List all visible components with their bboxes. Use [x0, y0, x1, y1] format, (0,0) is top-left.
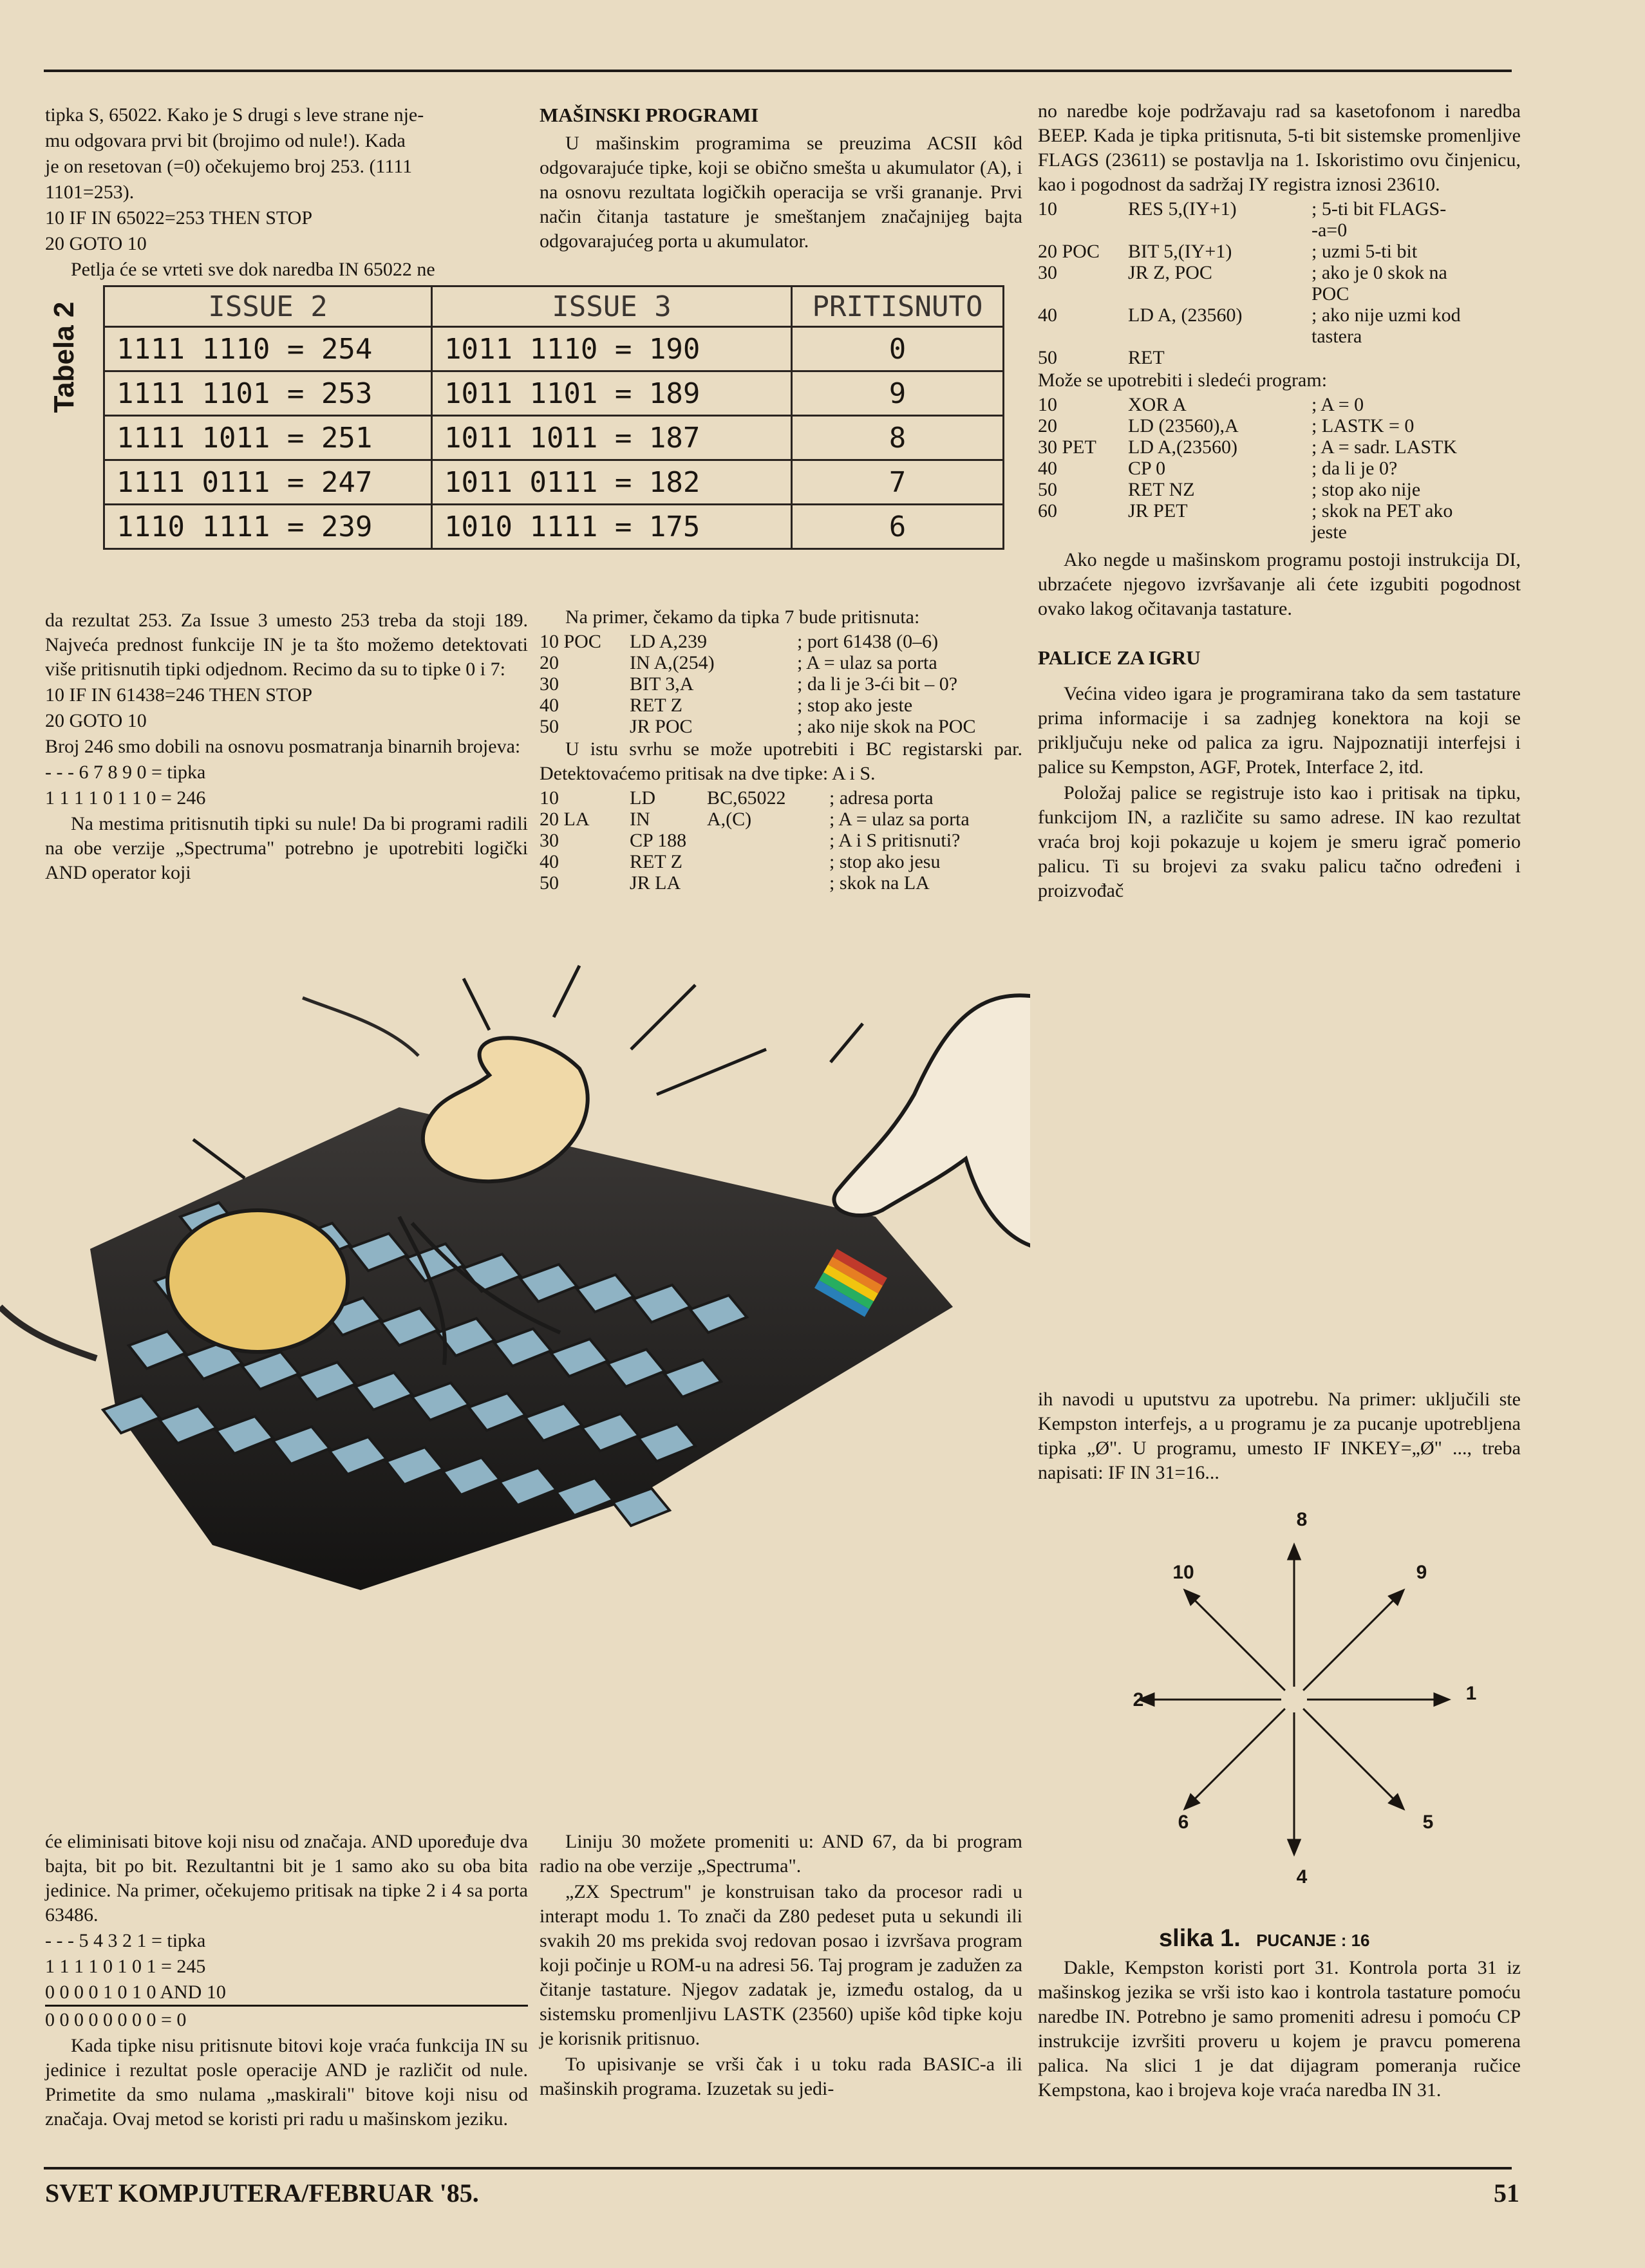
paragraph: Ako negde u mašinskom programu postoji instrukcija DI, ubrzaćete njegovo izvršavanje ali ćete izgubiti pogodnost ovako lakog očitavanja tastature. — [1038, 549, 1521, 619]
code-cell: ; A i S pritisnuti? — [829, 830, 961, 851]
direction-label-5: 5 — [1422, 1812, 1434, 1833]
code-cell: JR POC — [630, 716, 693, 737]
code-cell: 30 — [540, 673, 559, 695]
code-listing-key7 — [540, 631, 1016, 737]
direction-arrow — [1185, 1590, 1285, 1691]
code-cell: BC,65022 — [707, 787, 786, 809]
code-cell: ; stop ako jeste — [797, 695, 913, 716]
text-line: je on resetovan (=0) očekujemo broj 253. (1111 — [45, 156, 413, 177]
column-3-top — [1038, 99, 1521, 904]
code-cell: LD — [630, 787, 655, 809]
text-line: Petlja će se vrteti sve dok naredba IN 65022 ne — [71, 259, 435, 280]
text-line: tipka S, 65022. Kako je S drugi s leve strane nje- — [45, 104, 424, 126]
text-line: 1101=253). — [45, 182, 135, 203]
code-cell: CP 188 — [630, 830, 687, 851]
paragraph: ih navodi u uputstvu za upotrebu. Na primer: uključili ste Kempston interfejs, a u programu je za pucanje upotrebljena tipka „Ø". U programu, umesto IF INKEY=„Ø" ..., treba napisati: IF IN 31=16... — [1038, 1389, 1521, 1483]
code-cell: XOR A — [1128, 394, 1187, 415]
code-cell: ; A = 0 — [1311, 394, 1364, 415]
code-cell: ; A = ulaz sa porta — [797, 652, 937, 673]
footer-magazine: SVET KOMPJUTERA/FEBRUAR '85. — [45, 2179, 479, 2207]
bit-line: 0 0 0 0 1 0 1 0 AND 10 — [45, 1980, 528, 2007]
code-cell — [1038, 326, 1128, 347]
bit-line: 1 1 1 1 0 1 1 0 = 246 — [45, 787, 206, 809]
paragraph: To upisivanje se vrši čak i u toku rada BASIC-a ili mašinskih programa. Izuzetak su jedi- — [540, 2054, 1022, 2099]
code-row — [1038, 394, 1514, 415]
table-cell: 1111 1110 = 254 — [104, 327, 432, 371]
code-row — [1038, 436, 1514, 458]
bit-line: 1 1 1 1 0 1 0 1 = 245 — [45, 1956, 206, 1977]
table-header-row — [104, 286, 1004, 327]
code-row — [540, 809, 1016, 830]
code-row — [1038, 241, 1514, 262]
code-cell: 20 POC — [1038, 241, 1100, 262]
code-cell: RET — [1128, 347, 1165, 368]
bit-line: - - - 5 4 3 2 1 = tipka — [45, 1930, 206, 1951]
column-2-top — [540, 103, 1022, 255]
code-cell: ; ako nije uzmi kod — [1311, 305, 1461, 326]
code-cell: ; skok na PET ako — [1311, 500, 1453, 521]
code-cell: tastera — [1311, 326, 1362, 347]
code-cell: ; A = ulaz sa porta — [829, 809, 970, 830]
code-cell: ; adresa porta — [829, 787, 934, 809]
table-cell: 1011 1011 = 187 — [432, 416, 792, 460]
code-cell — [1038, 283, 1128, 305]
code-cell: ; 5-ti bit FLAGS- — [1311, 198, 1447, 220]
paragraph: Kada tipke nisu pritisnute bitovi koje vraća funkcija IN su jedinice i rezultat posle operacije AND je različit od nule. Primetite da smo nulama „maskirali" bitove koji nisu od značaja. Ovaj metod se koristi pri radu u mašinskom jeziku. — [45, 2035, 528, 2130]
paragraph: Na mestima pritisnutih tipki su nule! Da bi programi radili na obe verzije „Spectruma" potrebno je upotrebiti logički AND operator koji — [45, 813, 528, 883]
paragraph: Položaj palice se registruje isto kao i pritisak na tipku, funkcijom IN, a različite su samo adrese. IN kao rezultat vraća broj koji pokazuje u kojem je smeru igrač pomerio palicu. Ti su brojevi za svaku palicu tačno određeni i proizvođač — [1038, 782, 1521, 901]
direction-arrow — [1185, 1709, 1285, 1809]
code-cell — [707, 872, 829, 894]
code-cell: 10 — [540, 787, 559, 809]
code-cell: 40 — [1038, 458, 1057, 479]
code-cell — [1128, 326, 1311, 347]
code-cell: 50 — [540, 716, 559, 737]
code-cell: LD (23560),A — [1128, 415, 1239, 436]
table-label — [45, 283, 84, 431]
column-3-mid — [1038, 1387, 1521, 1486]
table-cell: 1111 1101 = 253 — [104, 371, 432, 416]
table-cell: 1011 0111 = 182 — [432, 460, 792, 505]
code-cell: BIT 5,(IY+1) — [1128, 241, 1232, 262]
code-cell — [1311, 347, 1514, 368]
code-row — [1038, 305, 1514, 326]
figure-caption — [1159, 1925, 1370, 1953]
code-cell: IN A,(254) — [630, 652, 715, 673]
code-cell: LD A,(23560) — [1128, 436, 1237, 458]
direction-arrow — [1303, 1709, 1404, 1809]
direction-label-8: 8 — [1296, 1509, 1308, 1530]
figure-caption-sub: PUCANJE : 16 — [1256, 1931, 1370, 1950]
paragraph: će eliminisati bitove koji nisu od značaja. AND upoređuje dva bajta, bit po bit. Rezultantni bit je 1 samo ako su oba bita jedinice. Na primer, očekujemo pritisak na tipke 2 i 4 sa porta 63486. — [45, 1831, 528, 1926]
code-row — [1038, 458, 1514, 479]
table-cell: 7 — [792, 460, 1004, 505]
section-heading: MAŠINSKI PROGRAMI — [540, 104, 759, 126]
paragraph: U mašinskim programima se preuzima ACSII kôd odgovarajuće tipke, koji se obično smešta u akumulator (A), i na osnovu rezultata logičkih operacija se vrši grananje. Prvi način čitanja tastature je smeštanjem značajnijeg bajta odgovarajućeg porta u akumulator. — [540, 133, 1022, 252]
paragraph: Većina video igara je programirana tako da sem tastature prima informacije i sa zadnjeg konektora na koji se priključuju neke od palica za igru. Najpoznatiji interfejsi i palice su Kempston, AGF, Protek, Interface 2, itd. — [1038, 683, 1521, 778]
table-row — [104, 416, 1004, 460]
code-cell: JR Z, POC — [1128, 262, 1212, 283]
table-cell: 1011 1101 = 189 — [432, 371, 792, 416]
code-cell: 40 — [540, 851, 559, 872]
paragraph: Broj 246 smo dobili na osnovu posmatranja binarnih brojeva: — [45, 736, 521, 757]
keyboard-illustration — [0, 946, 1030, 1635]
code-cell: 10 — [1038, 198, 1057, 220]
column-3-bottom — [1038, 1956, 1521, 2104]
top-rule — [44, 70, 1512, 72]
code-cell: ; stop ako nije — [1311, 479, 1421, 500]
table-row — [104, 327, 1004, 371]
code-line: 10 IF IN 65022=253 THEN STOP — [45, 207, 313, 229]
table-cell: 1111 1011 = 251 — [104, 416, 432, 460]
direction-label-6: 6 — [1178, 1812, 1189, 1833]
code-cell: -a=0 — [1311, 220, 1348, 241]
bottom-rule — [44, 2167, 1512, 2170]
code-row — [1038, 415, 1514, 436]
code-cell: RET NZ — [1128, 479, 1195, 500]
code-row — [1038, 347, 1514, 368]
code-cell — [1038, 521, 1128, 543]
issue-table — [103, 285, 1004, 550]
code-cell — [1128, 521, 1311, 543]
code-row — [1038, 198, 1514, 220]
bit-line: 0 0 0 0 0 0 0 0 = 0 — [45, 2009, 187, 2030]
direction-label-1: 1 — [1465, 1683, 1477, 1704]
arrow-head — [1288, 1840, 1300, 1854]
code-cell: POC — [1311, 283, 1349, 305]
code-cell: ; port 61438 (0–6) — [797, 631, 939, 652]
paragraph: no naredbe koje podržavaju rad sa kasetofonom i naredba BEEP. Kada je tipka pritisnuta, 5-ti bit sistemske promenljive FLAGS (23611) se postavlja na 1. Iskoristimo ovu činjenicu, kao i pogodnost da sadržaj IY registra iznosi 23610. — [1038, 100, 1521, 195]
code-cell: BIT 3,A — [630, 673, 694, 695]
code-cell: 50 — [1038, 479, 1057, 500]
bit-line: - - - 6 7 8 9 0 = tipka — [45, 762, 206, 783]
table-cell: 1010 1111 = 175 — [432, 505, 792, 549]
column-header: PRITISNUTO — [792, 286, 1004, 327]
code-row — [1038, 262, 1514, 283]
code-cell: 40 — [540, 695, 559, 716]
direction-label-9: 9 — [1416, 1562, 1427, 1583]
code-row — [1038, 326, 1514, 347]
code-row — [1038, 521, 1514, 543]
code-row — [540, 872, 1016, 894]
code-row — [1038, 479, 1514, 500]
column-1-mid — [45, 608, 528, 886]
arrow-head — [1288, 1545, 1300, 1559]
paragraph: Može se upotrebiti i sledeći program: — [1038, 370, 1328, 391]
code-cell: ; ako je 0 skok na — [1311, 262, 1447, 283]
lower-left-hand — [167, 1210, 348, 1352]
joystick-direction-diagram — [1107, 1506, 1481, 1893]
paragraph: U istu svrhu se može upotrebiti i BC registarski par. Detektovaćemo pritisak na dve tipke: A i S. — [540, 738, 1022, 784]
code-row — [540, 673, 1016, 695]
code-cell: JR PET — [1128, 500, 1188, 521]
code-cell: RET Z — [630, 851, 682, 872]
table-cell: 8 — [792, 416, 1004, 460]
code-row — [540, 652, 1016, 673]
code-line: 20 GOTO 10 — [45, 710, 147, 731]
code-row — [1038, 500, 1514, 521]
code-cell: CP 0 — [1128, 458, 1166, 479]
column-2-mid — [540, 605, 1022, 894]
paragraph: „ZX Spectrum" je konstruisan tako da procesor radi u interapt modu 1. To znači da Z80 pedeset puta u sekundi ili svakih 20 ms prekida svoj redovan posao i izvršava program koji počinje u ROM-u na adresi 56. Taj program je zadužen za čitanje tastature. Njegov zadatak je, između ostalog, da u sistemsku promenljivu LASTK (23560) upiše kôd tipke koju je korisnik pritisnuo. — [540, 1881, 1022, 2049]
code-cell: ; da li je 3-ći bit – 0? — [797, 673, 958, 695]
direction-label-2: 2 — [1133, 1689, 1144, 1710]
code-cell — [1038, 220, 1128, 241]
table-row — [104, 460, 1004, 505]
table-row — [104, 371, 1004, 416]
paragraph: Na primer, čekamo da tipka 7 bude pritisnuta: — [565, 606, 920, 628]
column-2-bottom — [540, 1830, 1022, 2103]
table-cell: 1110 1111 = 239 — [104, 505, 432, 549]
direction-label-4: 4 — [1296, 1866, 1308, 1888]
table-cell: 0 — [792, 327, 1004, 371]
column-1-bottom — [45, 1830, 528, 2133]
table-label-text: Tabela 2 — [48, 301, 80, 413]
column-1-top — [45, 103, 528, 283]
figure-caption-title: slika 1. — [1159, 1925, 1241, 1952]
code-cell: A,(C) — [707, 809, 752, 830]
code-cell: jeste — [1311, 521, 1347, 543]
paragraph: Liniju 30 možete promeniti u: AND 67, da bi program radio na obe verzije „Spectruma". — [540, 1831, 1022, 1877]
code-line: 10 IF IN 61438=246 THEN STOP — [45, 684, 313, 706]
code-cell: JR LA — [630, 872, 681, 894]
code-cell: 60 — [1038, 500, 1057, 521]
code-cell: 20 — [1038, 415, 1057, 436]
code-cell — [707, 830, 829, 851]
code-cell: 50 — [540, 872, 559, 894]
code-cell: 30 — [1038, 262, 1057, 283]
code-listing-bc — [540, 787, 1016, 894]
code-cell: ; da li je 0? — [1311, 458, 1398, 479]
code-row — [540, 716, 1016, 737]
code-row — [540, 787, 1016, 809]
code-cell: 30 PET — [1038, 436, 1096, 458]
code-cell — [1128, 220, 1311, 241]
code-cell: RES 5,(IY+1) — [1128, 198, 1237, 220]
table-cell: 6 — [792, 505, 1004, 549]
code-listing-lastk — [1038, 394, 1514, 543]
code-cell: ; A = sadr. LASTK — [1311, 436, 1458, 458]
code-row — [540, 631, 1016, 652]
code-cell: ; ako nije skok na POC — [797, 716, 976, 737]
code-listing-flags — [1038, 198, 1514, 368]
code-cell — [707, 851, 829, 872]
code-row — [1038, 220, 1514, 241]
arrow-head — [1434, 1694, 1449, 1705]
text-line: mu odgovara prvi bit (brojimo od nule!). Kada — [45, 130, 406, 151]
code-cell: LD A,239 — [630, 631, 707, 652]
code-cell: 20 — [540, 652, 559, 673]
table-cell: 1111 0111 = 247 — [104, 460, 432, 505]
code-cell: 30 — [540, 830, 559, 851]
table-row — [104, 505, 1004, 549]
code-cell: ; skok na LA — [829, 872, 930, 894]
direction-label-10: 10 — [1172, 1562, 1194, 1583]
code-cell: 40 — [1038, 305, 1057, 326]
column-header: ISSUE 2 — [104, 286, 432, 327]
table-cell: 1011 1110 = 190 — [432, 327, 792, 371]
direction-arrow — [1303, 1590, 1404, 1691]
code-cell: ; LASTK = 0 — [1311, 415, 1415, 436]
code-cell: LD A, (23560) — [1128, 305, 1243, 326]
code-cell: 10 POC — [540, 631, 601, 652]
code-row — [540, 830, 1016, 851]
code-row — [540, 851, 1016, 872]
pointing-hand — [834, 995, 1030, 1249]
code-cell — [1128, 283, 1311, 305]
code-cell: ; uzmi 5-ti bit — [1311, 241, 1418, 262]
paragraph: Dakle, Kempston koristi port 31. Kontrola porta 31 iz mašinskog jezika se vrši isto kao i kontrola tastature pomoću naredbe IN. Potrebno je samo promeniti adresu i pomoću CP instrukcije izvršiti proveru u kojem je pravcu pomerena palica. Na slici 1 je dat dijagram pomeranja ručice Kempstona, kao i brojeva koje vraća naredba IN 31. — [1038, 1957, 1521, 2101]
column-header: ISSUE 3 — [432, 286, 792, 327]
section-heading: PALICE ZA IGRU — [1038, 646, 1201, 669]
code-cell: IN — [630, 809, 650, 830]
paragraph: da rezultat 253. Za Issue 3 umesto 253 treba da stoji 189. Najveća prednost funkcije IN je ta što možemo detektovati više pritisnutih tipki odjednom. Recimo da su to tipke 0 i 7: — [45, 610, 528, 680]
code-line: 20 GOTO 10 — [45, 233, 147, 254]
code-cell: 50 — [1038, 347, 1057, 368]
table-cell: 9 — [792, 371, 1004, 416]
code-cell: 10 — [1038, 394, 1057, 415]
code-cell: 20 LA — [540, 809, 590, 830]
code-cell: RET Z — [630, 695, 682, 716]
code-row — [540, 695, 1016, 716]
code-cell: ; stop ako jesu — [829, 851, 941, 872]
footer-page-number: 51 — [1494, 2179, 1519, 2207]
code-row — [1038, 283, 1514, 305]
